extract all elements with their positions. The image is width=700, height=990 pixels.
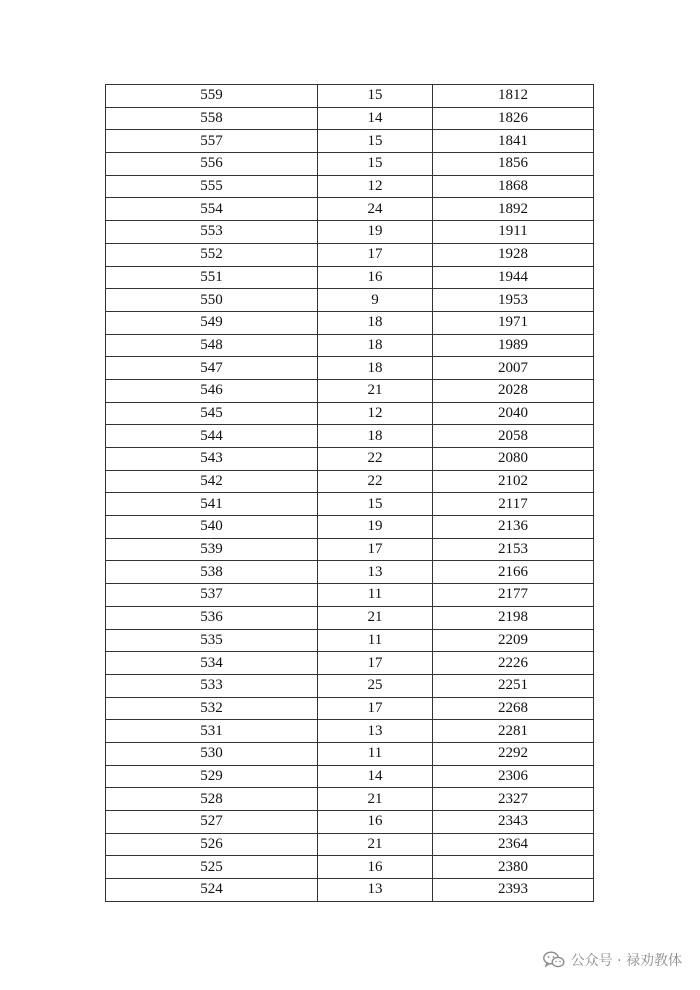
- table-cell: 11: [318, 629, 433, 652]
- table-row: [106, 811, 594, 834]
- table-cell: 22: [318, 470, 433, 493]
- table-cell: 557: [106, 130, 318, 153]
- table-cell: 21: [318, 379, 433, 402]
- table-cell: 15: [318, 493, 433, 516]
- table-cell: 13: [318, 561, 433, 584]
- table-cell: 1841: [433, 130, 594, 153]
- table-cell: 14: [318, 107, 433, 130]
- table-row: [106, 516, 594, 539]
- table-cell: 18: [318, 311, 433, 334]
- table-cell: 537: [106, 584, 318, 607]
- table-cell: 2251: [433, 674, 594, 697]
- table-cell: 1856: [433, 153, 594, 176]
- table-row: [106, 289, 594, 312]
- table-cell: 2327: [433, 788, 594, 811]
- table-cell: 2226: [433, 652, 594, 675]
- table-cell: 531: [106, 720, 318, 743]
- table-cell: 2040: [433, 402, 594, 425]
- table-row: [106, 584, 594, 607]
- table-row: [106, 765, 594, 788]
- table-cell: 24: [318, 198, 433, 221]
- table-cell: 15: [318, 130, 433, 153]
- table-cell: 527: [106, 811, 318, 834]
- table-cell: 17: [318, 697, 433, 720]
- table-cell: 559: [106, 85, 318, 108]
- table-cell: 2166: [433, 561, 594, 584]
- table-cell: 19: [318, 221, 433, 244]
- table-cell: 17: [318, 652, 433, 675]
- table-cell: 553: [106, 221, 318, 244]
- table-cell: 544: [106, 425, 318, 448]
- table-row: [106, 833, 594, 856]
- table-row: [106, 652, 594, 675]
- table-cell: 551: [106, 266, 318, 289]
- table-row: [106, 606, 594, 629]
- table-cell: 13: [318, 879, 433, 902]
- table-row: [106, 788, 594, 811]
- table-cell: 2153: [433, 538, 594, 561]
- table-cell: 547: [106, 357, 318, 380]
- table-row: [106, 311, 594, 334]
- table-cell: 2306: [433, 765, 594, 788]
- table-cell: 16: [318, 856, 433, 879]
- table-cell: 18: [318, 357, 433, 380]
- table-cell: 19: [318, 516, 433, 539]
- wechat-icon: [543, 951, 565, 969]
- table-row: [106, 130, 594, 153]
- table-cell: 556: [106, 153, 318, 176]
- table-cell: 2292: [433, 742, 594, 765]
- table-cell: 549: [106, 311, 318, 334]
- table-row: [106, 493, 594, 516]
- table-cell: 22: [318, 448, 433, 471]
- table-cell: 524: [106, 879, 318, 902]
- table-cell: 15: [318, 85, 433, 108]
- table-row: [106, 153, 594, 176]
- table-row: [106, 538, 594, 561]
- watermark-text: 公众号 · 禄劝教体: [570, 953, 682, 969]
- table-cell: 529: [106, 765, 318, 788]
- table-row: [106, 107, 594, 130]
- table-cell: 14: [318, 765, 433, 788]
- table-cell: 533: [106, 674, 318, 697]
- table-cell: 525: [106, 856, 318, 879]
- table-cell: 11: [318, 584, 433, 607]
- table-cell: 2393: [433, 879, 594, 902]
- table-cell: 2080: [433, 448, 594, 471]
- table-cell: 550: [106, 289, 318, 312]
- table-cell: 1892: [433, 198, 594, 221]
- table-cell: 12: [318, 402, 433, 425]
- table-cell: 534: [106, 652, 318, 675]
- table-cell: 2380: [433, 856, 594, 879]
- table-row: [106, 334, 594, 357]
- table-row: [106, 402, 594, 425]
- table-cell: 530: [106, 742, 318, 765]
- table-cell: 543: [106, 448, 318, 471]
- table-cell: 536: [106, 606, 318, 629]
- table-row: [106, 357, 594, 380]
- table-cell: 2364: [433, 833, 594, 856]
- table-cell: 1944: [433, 266, 594, 289]
- table-cell: 21: [318, 606, 433, 629]
- table-row: [106, 720, 594, 743]
- table-cell: 17: [318, 243, 433, 266]
- table-cell: 1911: [433, 221, 594, 244]
- table-row: [106, 266, 594, 289]
- table-row: [106, 879, 594, 902]
- table-cell: 540: [106, 516, 318, 539]
- table-cell: 546: [106, 379, 318, 402]
- table-row: [106, 221, 594, 244]
- table-cell: 21: [318, 833, 433, 856]
- table-row: [106, 561, 594, 584]
- table-row: [106, 697, 594, 720]
- table-row: [106, 742, 594, 765]
- table-row: [106, 470, 594, 493]
- table-row: [106, 856, 594, 879]
- table-body: [106, 85, 594, 902]
- table-cell: 555: [106, 175, 318, 198]
- table-cell: 2281: [433, 720, 594, 743]
- table-row: [106, 674, 594, 697]
- table-cell: 1971: [433, 311, 594, 334]
- table-cell: 1868: [433, 175, 594, 198]
- table-cell: 16: [318, 266, 433, 289]
- table-row: [106, 379, 594, 402]
- table-cell: 554: [106, 198, 318, 221]
- table-cell: 1826: [433, 107, 594, 130]
- table-cell: 21: [318, 788, 433, 811]
- watermark: [543, 950, 682, 970]
- table-cell: 1928: [433, 243, 594, 266]
- table-cell: 1989: [433, 334, 594, 357]
- table-cell: 535: [106, 629, 318, 652]
- table-cell: 2007: [433, 357, 594, 380]
- score-table: [105, 84, 594, 902]
- table-cell: 541: [106, 493, 318, 516]
- table-cell: 545: [106, 402, 318, 425]
- table-cell: 18: [318, 425, 433, 448]
- table-row: [106, 448, 594, 471]
- table-cell: 11: [318, 742, 433, 765]
- table-cell: 1812: [433, 85, 594, 108]
- table-cell: 2343: [433, 811, 594, 834]
- table-cell: 9: [318, 289, 433, 312]
- table-cell: 528: [106, 788, 318, 811]
- table-cell: 2117: [433, 493, 594, 516]
- table-cell: 2028: [433, 379, 594, 402]
- table-row: [106, 198, 594, 221]
- table-cell: 548: [106, 334, 318, 357]
- table-cell: 13: [318, 720, 433, 743]
- table-cell: 18: [318, 334, 433, 357]
- table-cell: 1953: [433, 289, 594, 312]
- table-cell: 12: [318, 175, 433, 198]
- table-cell: 15: [318, 153, 433, 176]
- table-cell: 17: [318, 538, 433, 561]
- table-cell: 532: [106, 697, 318, 720]
- table-cell: 2268: [433, 697, 594, 720]
- table-row: [106, 85, 594, 108]
- table-cell: 16: [318, 811, 433, 834]
- table-cell: 2198: [433, 606, 594, 629]
- table-cell: 2209: [433, 629, 594, 652]
- table-cell: 2136: [433, 516, 594, 539]
- table-cell: 542: [106, 470, 318, 493]
- table-cell: 552: [106, 243, 318, 266]
- table-row: [106, 629, 594, 652]
- table-row: [106, 243, 594, 266]
- table-cell: 538: [106, 561, 318, 584]
- table-cell: 558: [106, 107, 318, 130]
- table-cell: 539: [106, 538, 318, 561]
- table-cell: 25: [318, 674, 433, 697]
- table-cell: 526: [106, 833, 318, 856]
- table-cell: 2177: [433, 584, 594, 607]
- table-cell: 2058: [433, 425, 594, 448]
- table-row: [106, 425, 594, 448]
- table-cell: 2102: [433, 470, 594, 493]
- table-row: [106, 175, 594, 198]
